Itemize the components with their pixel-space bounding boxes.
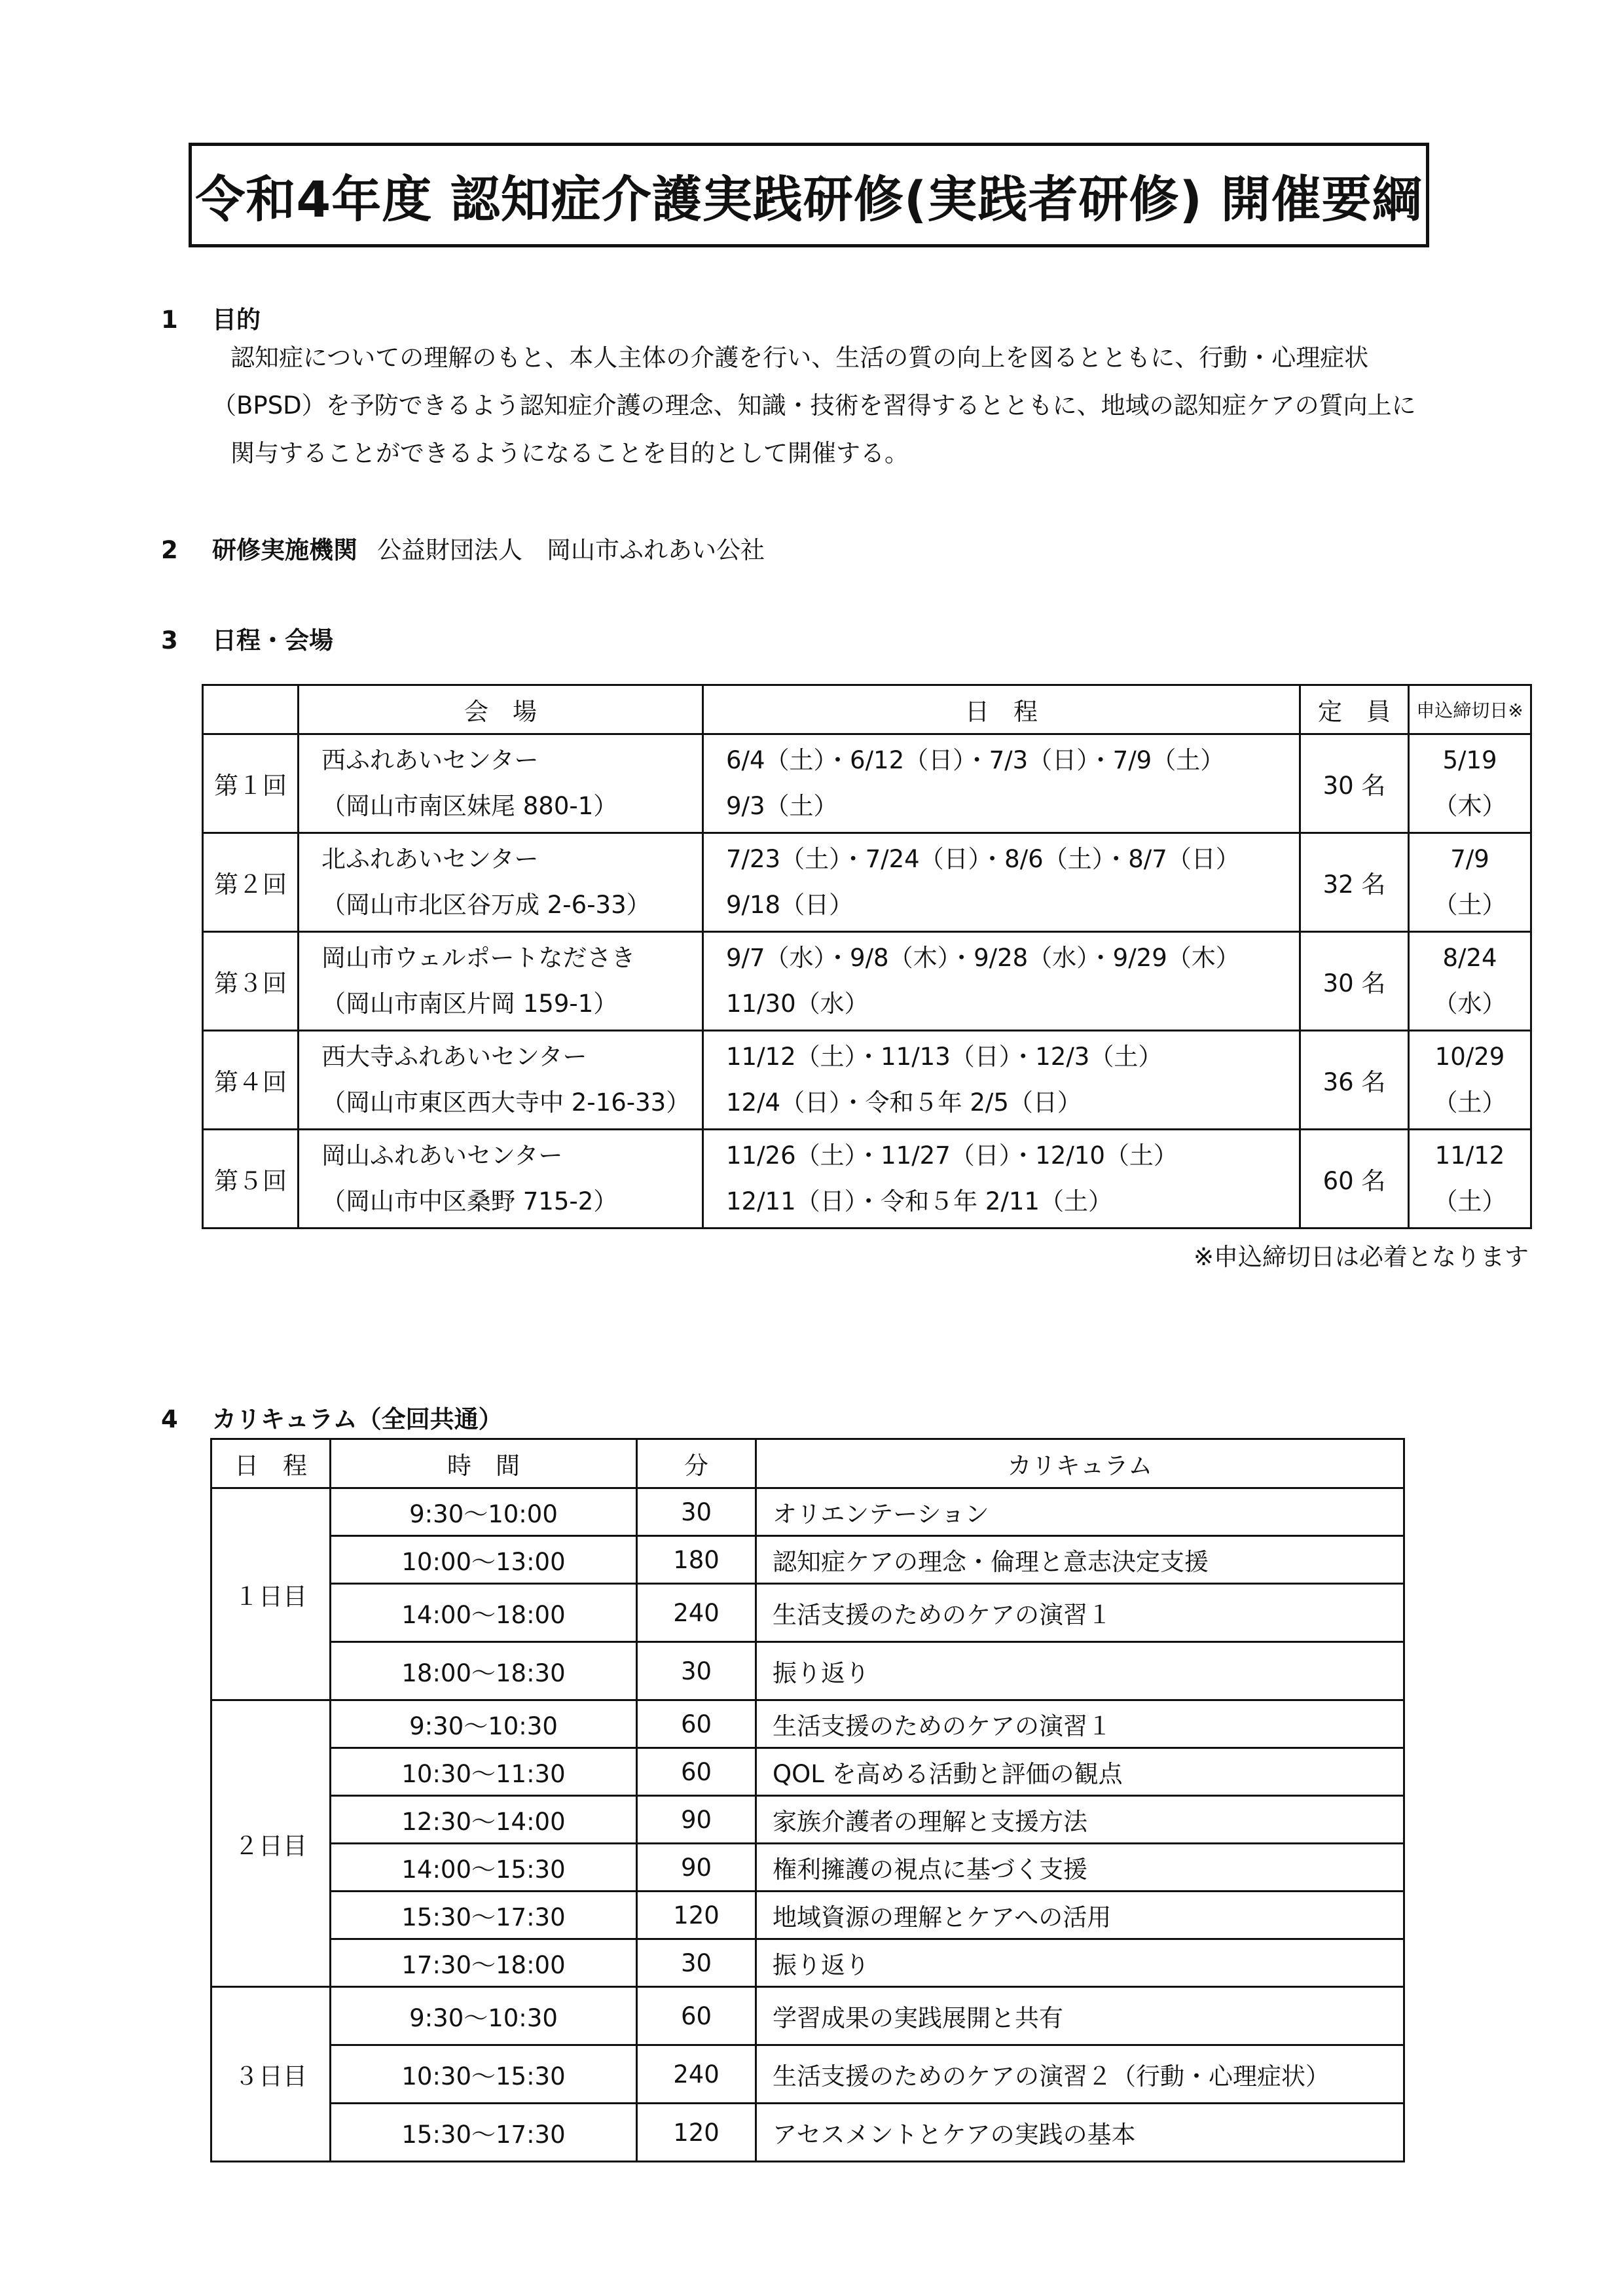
deadline-date: 8/24 (1442, 944, 1497, 972)
capacity: 32 名 (1300, 833, 1409, 932)
curriculum-row (211, 1748, 1404, 1796)
section-1-number: 1 (161, 306, 178, 334)
venue-name: 西ふれあいセンター (321, 746, 539, 774)
minutes: 90 (637, 1844, 756, 1892)
minutes: 180 (637, 1536, 756, 1584)
deadline-cell (1409, 833, 1531, 932)
curriculum-name: 生活支援のためのケアの演習１ (756, 1700, 1404, 1748)
time-range: 9:30～10:00 (331, 1488, 637, 1536)
time-range: 14:00～15:30 (331, 1844, 637, 1892)
schedule-row (203, 1130, 1531, 1229)
dates-line-1: 7/23（土）・7/24（日）・8/6（土）・8/7（日） (726, 845, 1240, 873)
time-range: 12:30～14:00 (331, 1796, 637, 1844)
minutes: 60 (637, 1987, 756, 2045)
deadline-cell (1409, 1130, 1531, 1229)
curriculum-name: アセスメントとケアの実践の基本 (756, 2104, 1404, 2162)
curriculum-name: 学習成果の実践展開と共有 (756, 1987, 1404, 2045)
curriculum-name: 家族介護者の理解と支援方法 (756, 1796, 1404, 1844)
curriculum-row (211, 1844, 1404, 1892)
curriculum-name: QOL を高める活動と評価の観点 (756, 1748, 1404, 1796)
schedule-row (203, 833, 1531, 932)
session-number: 第５回 (203, 1130, 299, 1229)
curriculum-row (211, 1892, 1404, 1939)
section-4-heading (161, 1399, 503, 1435)
dates-cell (703, 1130, 1300, 1229)
minutes: 240 (637, 1584, 756, 1642)
schedule-header-blank (203, 685, 299, 734)
dates-line-1: 6/4（土）・6/12（日）・7/3（日）・7/9（土） (726, 746, 1225, 774)
curriculum-row (211, 1700, 1404, 1748)
venue-address: （岡山市南区片岡 159-1） (321, 990, 618, 1018)
title-box (189, 143, 1429, 247)
curriculum-header-row (211, 1439, 1404, 1488)
document-title: 令和4年度 認知症介護実践研修(実践者研修) 開催要綱 (195, 170, 1423, 228)
section-1-heading (161, 300, 261, 335)
curriculum-name: 認知症ケアの理念・倫理と意志決定支援 (756, 1536, 1404, 1584)
purpose-line-3: 関与することができるようになることを目的として開催する。 (230, 439, 909, 467)
schedule-row (203, 1031, 1531, 1130)
venue-cell (299, 833, 703, 932)
deadline-date: 5/19 (1442, 746, 1497, 774)
deadline-cell (1409, 932, 1531, 1031)
curriculum-header-minutes: 分 (637, 1439, 756, 1488)
time-range: 10:00～13:00 (331, 1536, 637, 1584)
venue-name: 岡山市ウェルポートなださき (321, 944, 636, 972)
minutes: 30 (637, 1939, 756, 1987)
schedule-row (203, 932, 1531, 1031)
section-3-title: 日程・会場 (212, 626, 333, 655)
venue-name: 岡山ふれあいセンター (321, 1141, 563, 1170)
dates-line-1: 11/26（土）・11/27（日）・12/10（土） (726, 1141, 1178, 1170)
venue-name: 北ふれあいセンター (321, 845, 539, 873)
time-range: 10:30～15:30 (331, 2045, 637, 2104)
curriculum-name: オリエンテーション (756, 1488, 1404, 1536)
time-range: 14:00～18:00 (331, 1584, 637, 1642)
curriculum-name: 生活支援のためのケアの演習１ (756, 1584, 1404, 1642)
minutes: 120 (637, 1892, 756, 1939)
curriculum-header-name: カリキュラム (756, 1439, 1404, 1488)
venue-cell (299, 932, 703, 1031)
session-number: 第２回 (203, 833, 299, 932)
minutes: 240 (637, 2045, 756, 2104)
curriculum-name: 振り返り (756, 1939, 1404, 1987)
section-2-heading (161, 530, 765, 565)
curriculum-table (210, 1438, 1405, 2162)
curriculum-name: 地域資源の理解とケアへの活用 (756, 1892, 1404, 1939)
minutes: 60 (637, 1700, 756, 1748)
curriculum-row (211, 1642, 1404, 1700)
session-number: 第１回 (203, 734, 299, 833)
deadline-cell (1409, 734, 1531, 833)
dates-cell (703, 833, 1300, 932)
deadline-date: 7/9 (1450, 845, 1489, 873)
curriculum-name: 生活支援のためのケアの演習２（行動・心理症状） (756, 2045, 1404, 2104)
curriculum-row (211, 1584, 1404, 1642)
deadline-weekday: （土） (1433, 1088, 1506, 1117)
day-label: １日目 (211, 1488, 331, 1700)
deadline-note: ※申込締切日は必着となります (1193, 1243, 1529, 1271)
purpose-line-2: （BPSD）を予防できるよう認知症介護の理念、知識・技術を習得するとともに、地域の認知症ケアの質向上に (212, 391, 1416, 420)
dates-line-1: 11/12（土）・11/13（日）・12/3（土） (726, 1043, 1163, 1071)
curriculum-row (211, 1987, 1404, 2045)
time-range: 10:30～11:30 (331, 1748, 637, 1796)
schedule-row (203, 734, 1531, 833)
time-range: 9:30～10:30 (331, 1987, 637, 2045)
time-range: 15:30～17:30 (331, 1892, 637, 1939)
schedule-table (202, 684, 1532, 1229)
deadline-cell (1409, 1031, 1531, 1130)
section-3-number: 3 (161, 626, 178, 655)
minutes: 60 (637, 1748, 756, 1796)
curriculum-row (211, 1488, 1404, 1536)
time-range: 18:00～18:30 (331, 1642, 637, 1700)
capacity: 30 名 (1300, 734, 1409, 833)
schedule-header-capacity: 定 員 (1300, 685, 1409, 734)
time-range: 17:30～18:00 (331, 1939, 637, 1987)
minutes: 30 (637, 1488, 756, 1536)
venue-name: 西大寺ふれあいセンター (321, 1043, 587, 1071)
schedule-header-deadline: 申込締切日※ (1409, 685, 1531, 734)
day-label: ３日目 (211, 1987, 331, 2162)
section-1-title: 目的 (212, 306, 261, 334)
venue-cell (299, 1130, 703, 1229)
deadline-date: 11/12 (1434, 1141, 1505, 1170)
curriculum-name: 振り返り (756, 1642, 1404, 1700)
section-2-number: 2 (161, 536, 178, 564)
dates-cell (703, 1031, 1300, 1130)
minutes: 120 (637, 2104, 756, 2162)
venue-cell (299, 1031, 703, 1130)
venue-cell (299, 734, 703, 833)
dates-line-1: 9/7（水）・9/8（木）・9/28（水）・9/29（木） (726, 944, 1240, 972)
minutes: 30 (637, 1642, 756, 1700)
deadline-weekday: （木） (1433, 792, 1506, 820)
venue-address: （岡山市東区西大寺中 2-16-33） (321, 1088, 691, 1117)
section-4-number: 4 (161, 1405, 178, 1433)
section-3-heading (161, 620, 333, 656)
curriculum-row (211, 1796, 1404, 1844)
dates-line-2: 12/4（日）・令和５年 2/5（日） (726, 1088, 1082, 1117)
section-4-title: カリキュラム（全回共通） (212, 1405, 503, 1433)
time-range: 9:30～10:30 (331, 1700, 637, 1748)
capacity: 36 名 (1300, 1031, 1409, 1130)
time-range: 15:30～17:30 (331, 2104, 637, 2162)
deadline-weekday: （水） (1433, 990, 1506, 1018)
curriculum-row (211, 1536, 1404, 1584)
venue-address: （岡山市中区桑野 715-2） (321, 1187, 618, 1215)
minutes: 90 (637, 1796, 756, 1844)
day-label: ２日目 (211, 1700, 331, 1987)
capacity: 60 名 (1300, 1130, 1409, 1229)
deadline-weekday: （土） (1433, 891, 1506, 919)
venue-address: （岡山市南区妹尾 880-1） (321, 792, 618, 820)
dates-cell (703, 734, 1300, 833)
session-number: 第４回 (203, 1031, 299, 1130)
curriculum-row (211, 2104, 1404, 2162)
dates-cell (703, 932, 1300, 1031)
venue-address: （岡山市北区谷万成 2-6-33） (321, 891, 651, 919)
schedule-header-dates: 日 程 (703, 685, 1300, 734)
curriculum-name: 権利擁護の視点に基づく支援 (756, 1844, 1404, 1892)
schedule-header-row (203, 685, 1531, 734)
curriculum-header-day: 日 程 (211, 1439, 331, 1488)
dates-line-2: 12/11（日）・令和５年 2/11（土） (726, 1187, 1112, 1215)
curriculum-row (211, 2045, 1404, 2104)
schedule-header-venue: 会 場 (299, 685, 703, 734)
deadline-weekday: （土） (1433, 1187, 1506, 1215)
dates-line-2: 9/18（日） (726, 891, 854, 919)
session-number: 第３回 (203, 932, 299, 1031)
dates-line-2: 11/30（水） (726, 990, 869, 1018)
capacity: 30 名 (1300, 932, 1409, 1031)
deadline-date: 10/29 (1434, 1043, 1505, 1071)
curriculum-header-time: 時 間 (331, 1439, 637, 1488)
organizer-name: 公益財団法人 岡山市ふれあい公社 (377, 536, 765, 564)
purpose-line-1: 認知症についての理解のもと、本人主体の介護を行い、生活の質の向上を図るとともに、行動・心理症状 (230, 344, 1369, 372)
section-2-title: 研修実施機関 (212, 536, 357, 564)
curriculum-row (211, 1939, 1404, 1987)
dates-line-2: 9/3（土） (726, 792, 838, 820)
